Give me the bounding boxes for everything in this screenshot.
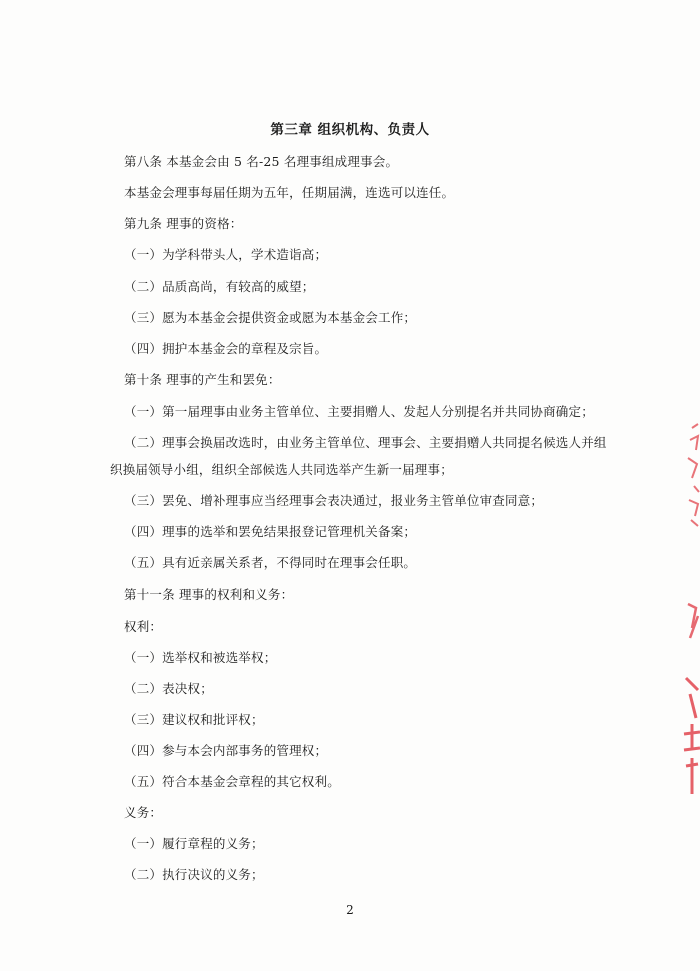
paragraph-2: 本基金会理事每届任期为五年，任期届满，连选可以连任。 <box>124 185 455 200</box>
paragraph-16: 权利： <box>124 619 163 634</box>
paragraph-12: （三）罢免、增补理事应当经理事会表决通过，报业务主管单位审查同意； <box>124 493 544 508</box>
paragraph-14: （五）具有近亲属关系者，不得同时在理事会任职。 <box>124 555 417 570</box>
paragraph-23: （一）履行章程的义务； <box>124 836 264 851</box>
paragraph-13: （四）理事的选举和罢免结果报登记管理机关备案； <box>124 524 417 539</box>
seal-fragment-bottom <box>670 598 700 798</box>
paragraph-17: （一）选举权和被选举权； <box>124 650 277 665</box>
chapter-title: 第三章 组织机构、负责人 <box>270 122 430 138</box>
paragraph-6: （三）愿为本基金会提供资金或愿为本基金会工作； <box>124 310 417 325</box>
paragraph-18: （二）表决权； <box>124 681 213 696</box>
page-number: 2 <box>346 903 354 917</box>
paragraph-21: （五）符合本基金会章程的其它权利。 <box>124 774 340 789</box>
paragraph-20: （四）参与本会内部事务的管理权； <box>124 743 328 758</box>
paragraph-9: （一）第一届理事由业务主管单位、主要捐赠人、发起人分别提名并共同协商确定； <box>124 404 594 419</box>
paragraph-10: （二）理事会换届改选时，由业务主管单位、理事会、主要捐赠人共同提名候选人并组 <box>124 435 607 450</box>
paragraph-7: （四）拥护本基金会的章程及宗旨。 <box>124 341 328 356</box>
paragraph-1: 第八条 本基金会由 5 名-25 名理事组成理事会。 <box>124 154 399 169</box>
seal-fragment-top <box>670 420 700 530</box>
paragraph-5: （二）品质高尚，有较高的威望； <box>124 279 315 294</box>
paragraph-11: 织换届领导小组，组织全部候选人共同选举产生新一届理事； <box>110 462 453 477</box>
paragraph-24: （二）执行决议的义务； <box>124 867 264 882</box>
paragraph-3: 第九条 理事的资格： <box>124 216 243 231</box>
paragraph-22: 义务： <box>124 805 163 820</box>
paragraph-4: （一）为学科带头人，学术造诣高； <box>124 247 328 262</box>
paragraph-8: 第十条 理事的产生和罢免： <box>124 372 281 387</box>
paragraph-15: 第十一条 理事的权利和义务： <box>124 587 294 602</box>
paragraph-19: （三）建议权和批评权； <box>124 712 264 727</box>
